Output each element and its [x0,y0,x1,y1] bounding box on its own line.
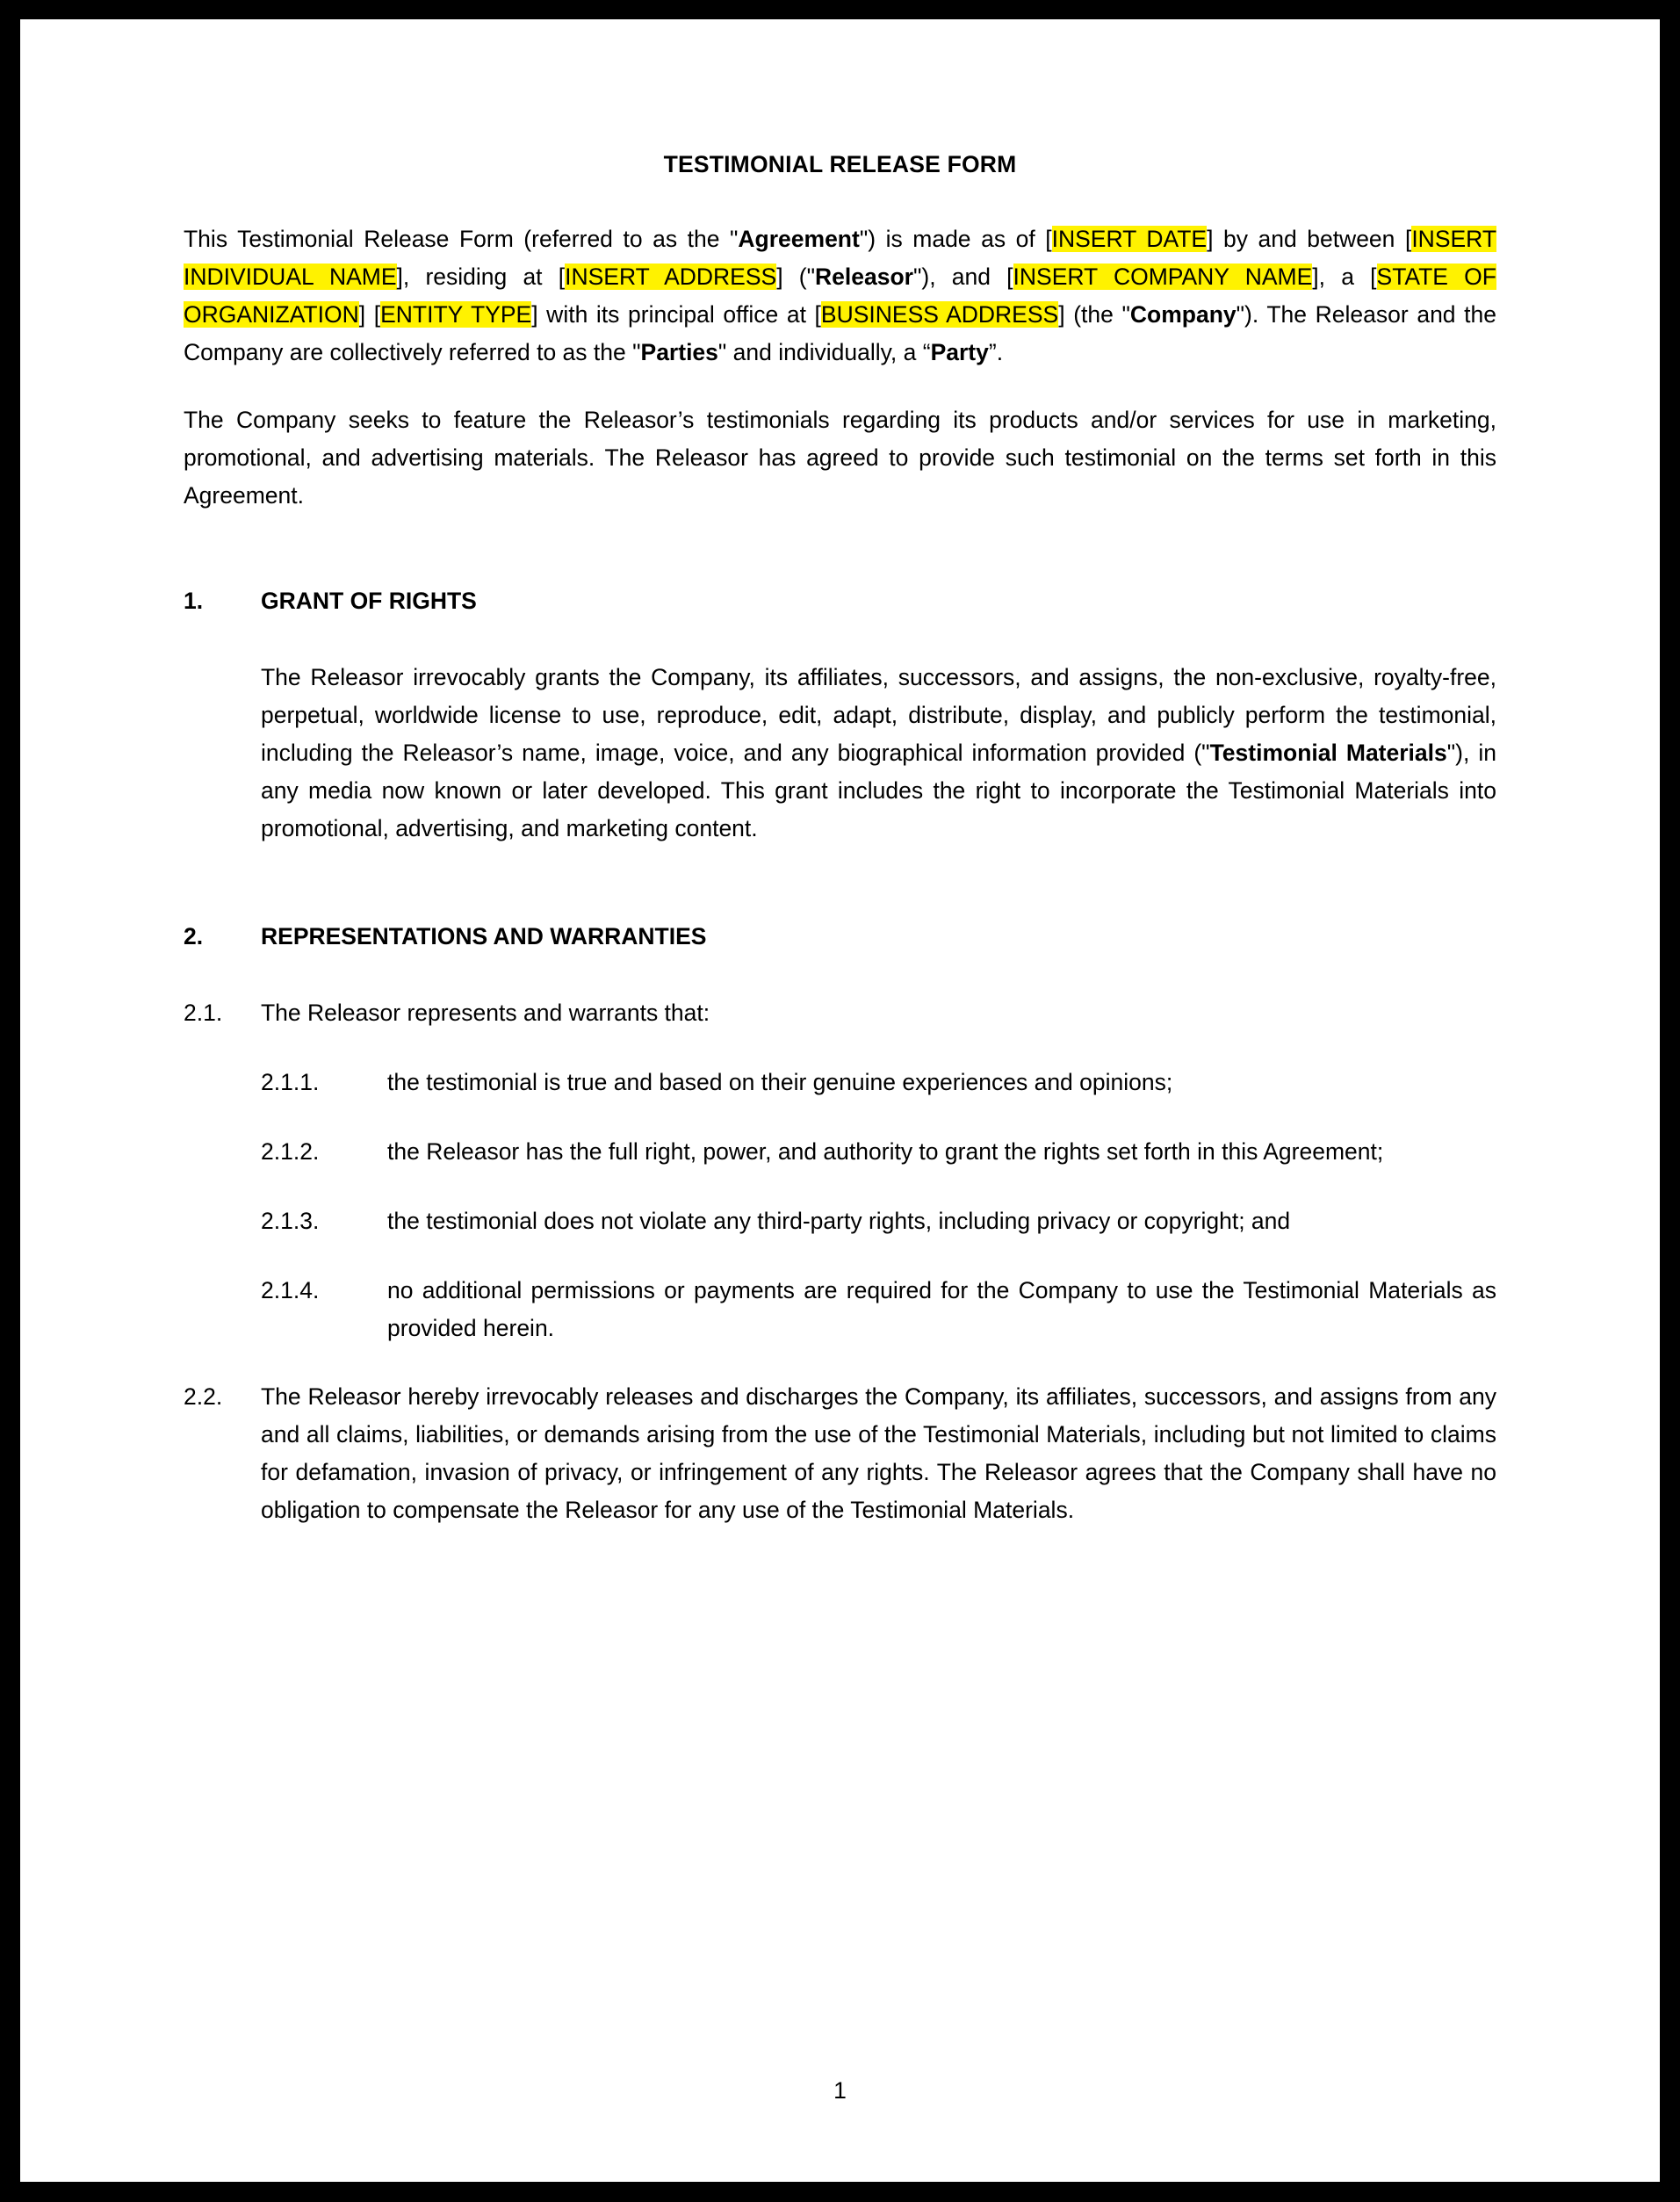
section-1-title: GRANT OF RIGHTS [261,588,477,615]
section-1-body-post: "), in any media now known or later developed. This grant includes the right to incorporate the Testimonial Materials into promotional, advertising, and marketing content. [261,740,1497,842]
section-1-body-pre: The Releasor irrevocably grants the Company, its affiliates, successors, and assigns, the non-exclusive, royalty-free, perpetual, worldwide license to use, reproduce, edit, adapt, distribute, display, and publicly perform the testimonial, including the Releasor’s name, image, voice, and any biographical information provided (" [261,664,1496,767]
clause-2-2-text: The Releasor hereby irrevocably releases and discharges the Company, its affiliates, successors, and assigns from any and all claims, liabilities, or demands arising from the use of the Testimonial Materials, including but not limited to claims for defamation, invasion of privacy, or infringement of any rights. The Releasor agrees that the Company shall have no obligation to compensate the Releasor for any use of the Testimonial Materials. [261,1383,1496,1524]
document-page [20,19,1660,2182]
section-2-number: 2. [184,922,204,949]
clause-2-1-3-text: the testimonial does not violate any third-party rights, including privacy or copyright; and [387,1207,1291,1234]
term-testimonial-materials: Testimonial Materials [1209,740,1447,767]
section-2-title: REPRESENTATIONS AND WARRANTIES [261,922,707,949]
clause-2-2 [184,1378,1496,1529]
placeholder-business-address: BUSINESS ADDRESS [820,300,1059,328]
clause-2-1-3-number: 2.1.3. [261,1207,320,1234]
section-2-heading [184,918,1496,956]
intro-seg-4: ], residing at [ [396,263,566,290]
clause-2-1-text: The Releasor represents and warrants that: [261,999,710,1026]
intro-seg-3: ] by and between [ [1207,226,1412,252]
intro-seg-12: " and individually, a “ [717,338,931,365]
placeholder-company-name: INSERT COMPANY NAME [1013,263,1313,290]
intro-paragraph [184,220,1496,372]
term-releasor: Releasor [815,263,913,290]
clause-2-1-2-text: the Releasor has the full right, power, and authority to grant the rights set forth in this Agreement; [387,1137,1384,1165]
clause-2-1-4-number: 2.1.4. [261,1276,320,1303]
term-agreement: Agreement [738,226,860,252]
intro-seg-13: ”. [988,338,1004,365]
page-number: 1 [833,2077,847,2104]
intro-seg-11: "). The Releasor and the Company are collectively referred to as the " [184,300,1496,365]
intro-seg-7: ], a [ [1312,263,1377,290]
clause-2-1-4 [261,1272,1496,1347]
intro-seg-10: ] (the " [1058,300,1130,328]
purpose-paragraph: The Company seeks to feature the Releasor’s testimonials regarding its products and/or services for use in marketing, promotional, and advertising materials. The Releasor has agreed to provide such testimonial on the terms set forth in this Agreement. [184,406,1496,509]
section-1-number: 1. [184,588,204,615]
clause-2-1-2 [261,1133,1496,1171]
placeholder-insert-date: INSERT DATE [1051,226,1208,252]
intro-seg-8: ] [ [358,300,381,328]
intro-seg-6: "), and [ [912,263,1013,290]
placeholder-insert-address: INSERT ADDRESS [565,263,777,290]
placeholder-entity-type: ENTITY TYPE [380,300,532,328]
clause-2-1-3 [261,1202,1496,1240]
intro-seg-9: ] with its principal office at [ [531,300,821,328]
clause-2-2-number: 2.2. [184,1383,223,1411]
page-spacer [184,1561,1496,2077]
clause-2-1-1 [261,1064,1496,1101]
clause-2-1-1-number: 2.1.1. [261,1068,320,1095]
placeholder-state-of-organization: STATE OF ORGANIZATION [184,263,1496,328]
term-party: Party [930,338,989,365]
section-1-heading [184,582,1496,620]
term-parties: Parties [640,338,718,365]
clause-2-1-number: 2.1. [184,999,223,1026]
clause-2-1-2-number: 2.1.2. [261,1137,320,1165]
clause-2-1-1-text: the testimonial is true and based on their genuine experiences and opinions; [387,1068,1173,1095]
intro-seg-2: ") is made as of [ [859,226,1052,252]
intro-seg-1: This Testimonial Release Form (referred to as the " [184,226,739,252]
clause-2-1 [184,994,1496,1032]
term-company: Company [1129,300,1237,328]
section-1-body [261,659,1496,848]
page-title: TESTIMONIAL RELEASE FORM [663,151,1017,177]
clause-2-1-4-text: no additional permissions or payments are required for the Company to use the Testimonial Materials as provided herein. [387,1276,1496,1341]
intro-seg-5: ] (" [776,263,816,290]
placeholder-individual-name: INSERT INDIVIDUAL NAME [184,226,1497,290]
